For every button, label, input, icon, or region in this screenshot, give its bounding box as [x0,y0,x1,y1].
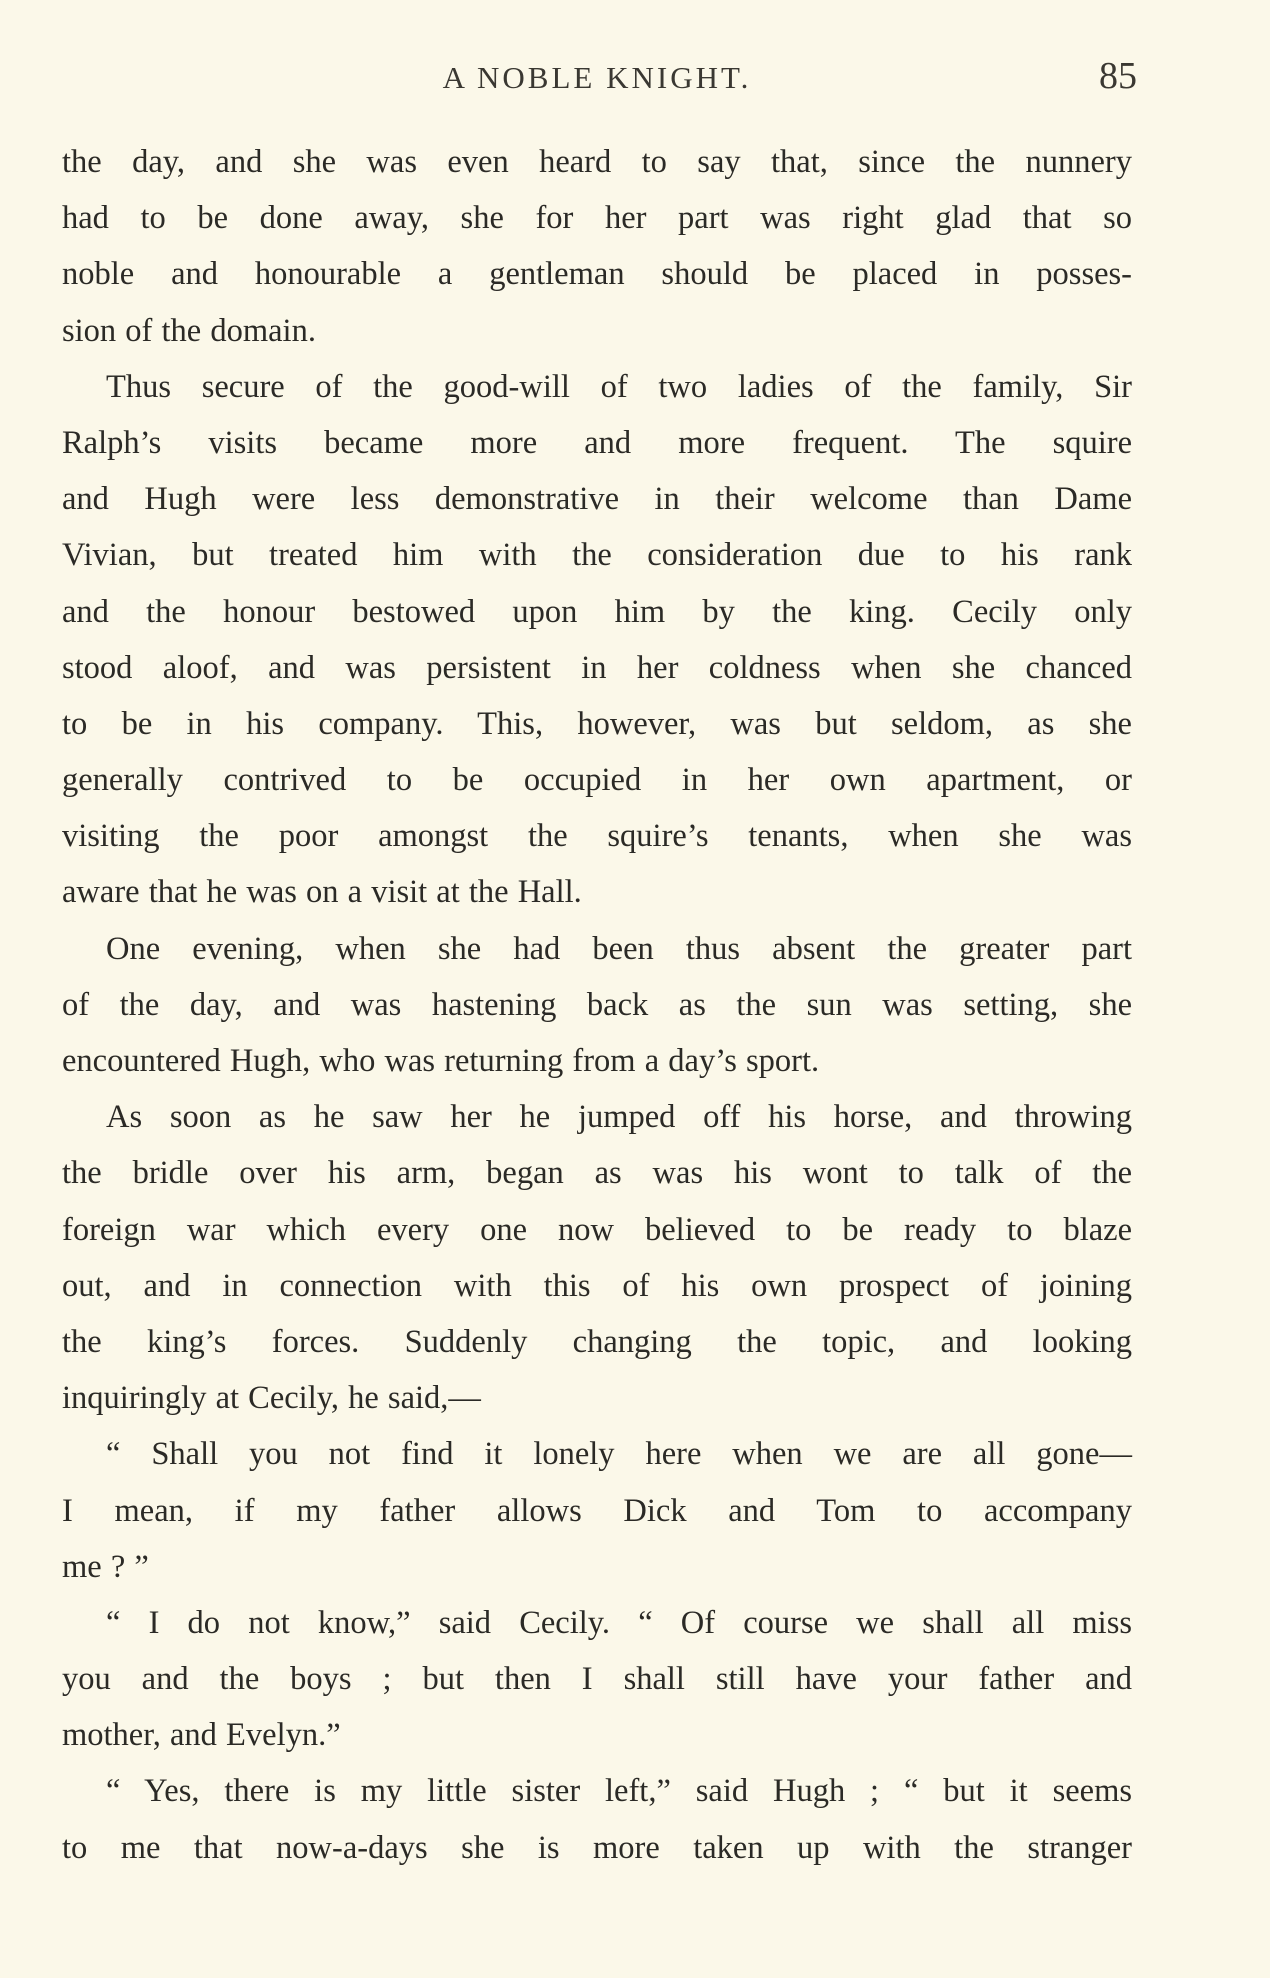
text-line: me ? ” [62,1548,149,1585]
text-line: aware that he was on a visit at the Hall. [62,874,582,911]
text-line: encountered Hugh, who was returning from a day’s sport. [62,1043,820,1079]
text-line: the day, and she was even heard to say that, since the nunnery [62,144,1132,180]
text-line: mother, and Evelyn.” [62,1717,341,1754]
text-line: “ Yes, there is my little sister left,” said Hugh ; “ but it seems [106,1773,1132,1810]
text-line: you and the boys ; but then I shall still have your father and [62,1661,1132,1698]
text-line: visiting the poor amongst the squire’s tenants, when she was [62,818,1132,855]
text-line: Ralph’s visits became more and more frequent. The squire [62,424,1132,461]
text-line: sion of the domain. [62,312,316,349]
text-line: the king’s forces. Suddenly changing the topic, and looking [62,1323,1132,1360]
text-line: Thus secure of the good-will of two ladies of the family, Sir [106,368,1132,405]
text-line: I mean, if my father allows Dick and Tom to accompany [62,1492,1132,1529]
running-title: A NOBLE KNIGHT. [442,60,752,95]
text-line: out, and in connection with this of his own prospect of joining [62,1267,1132,1304]
text-line: inquiringly at Cecily, he said,— [62,1380,481,1417]
text-line: stood aloof, and was persistent in her coldness when she chanced [62,649,1132,686]
text-line: foreign war which every one now believed to be ready to blaze [62,1211,1132,1248]
text-line: to me that now-a-days she is more taken up with the stranger [62,1829,1132,1866]
text-line: and the honour bestowed upon him by the king. Cecily only [62,593,1132,630]
text-line: “ I do not know,” said Cecily. “ Of course we shall all miss [106,1604,1132,1641]
text-line: “ Shall you not find it lonely here when we are all gone— [106,1436,1132,1473]
page-number: 85 [1099,55,1137,97]
text-line: noble and honourable a gentleman should be placed in posses- [62,256,1132,293]
running-head [62,52,1137,102]
text-line: had to be done away, she for her part was right glad that so [62,200,1132,237]
text-line: Vivian, but treated him with the consideration due to his rank [62,537,1132,574]
text-line: One evening, when she had been thus absent the greater part [106,930,1132,967]
text-line: and Hugh were less demonstrative in their welcome than Dame [62,481,1132,518]
text-line: the bridle over his arm, began as was his wont to talk of the [62,1155,1132,1192]
text-line: generally contrived to be occupied in her own apartment, or [62,762,1132,799]
body-text [62,134,1132,1876]
text-line: to be in his company. This, however, was but seldom, as she [62,705,1132,742]
text-line: of the day, and was hastening back as the sun was setting, she [62,986,1132,1023]
text-line: As soon as he saw her he jumped off his horse, and throwing [106,1099,1132,1136]
